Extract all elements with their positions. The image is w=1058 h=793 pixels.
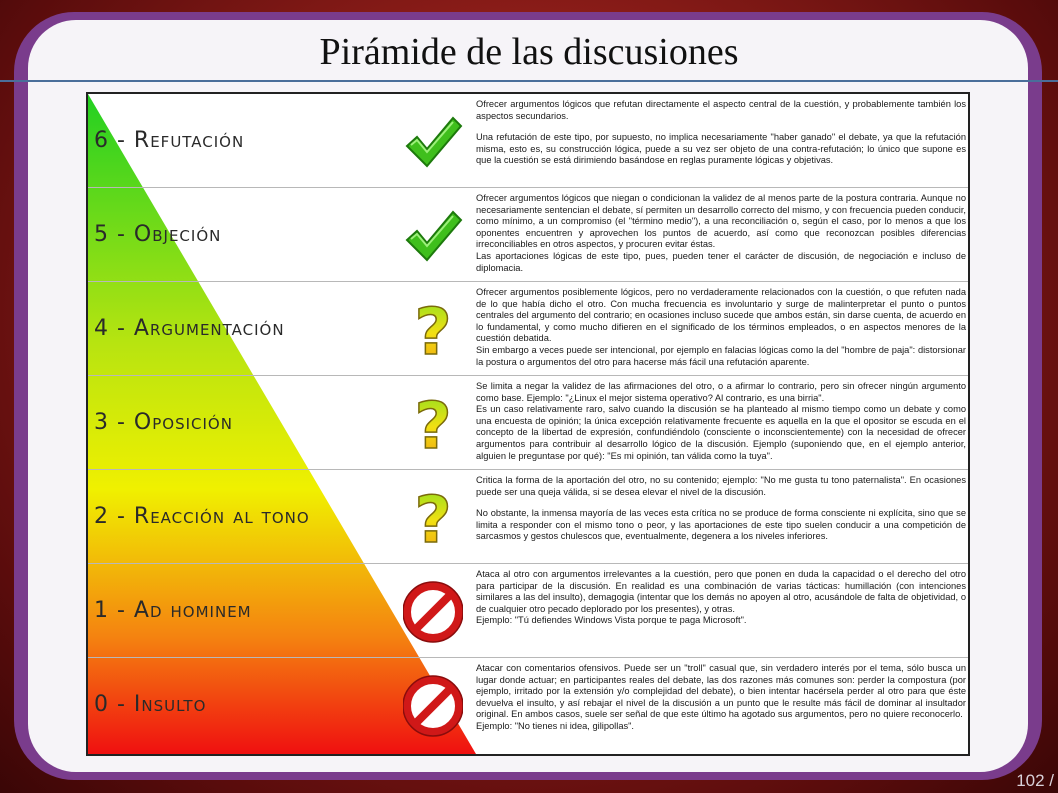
checkmark-icon bbox=[403, 204, 463, 268]
level-name: 4 - Argumentación bbox=[94, 316, 285, 341]
prohibited-icon bbox=[403, 580, 463, 644]
level-paragraph: Ejemplo: "Tú defiendes Windows Vista porque te paga Microsoft". bbox=[476, 615, 747, 626]
slide-title: Pirámide de las discusiones bbox=[319, 31, 739, 73]
level-description bbox=[476, 287, 966, 368]
level-paragraph: Las aportaciones lógicas de este tipo, pues, pueden tener el carácter de discusión, de negociación e incluso de diplomacia. bbox=[476, 250, 966, 273]
discussion-pyramid-figure bbox=[86, 92, 970, 756]
level-paragraph: No obstante, la inmensa mayoría de las veces esta crítica no se produce de forma consciente ni explícita, sino que se limita a responder con el mismo tono o peor, y las aportaciones de este tipo suelen conducir a una competición de sarcasmos y gestos chulescos que, eventualmente, degenera a los niveles inferiores. bbox=[476, 508, 966, 542]
level-paragraph: Es un caso relativamente raro, salvo cuando la discusión se ha planteado al mismo tiempo como un debate y como una encuesta de opinión; la única excepción relativamente frecuente es aquella en la que el opositor se escuda en el concepto de la libertad de expresión, confundiéndolo (consciente o inconscientemente) con la necesidad de ofrecer argumentos para contribuir al desarrollo lógico de la discusión. Ejemplo (suponiendo que, en el ejemplo anterior, alguien le preguntase por qué): "Es mi opinión, tan válida como la tuya". bbox=[476, 404, 966, 461]
title-rule bbox=[0, 80, 1058, 82]
level-description bbox=[476, 99, 966, 167]
level-paragraph: Ofrecer argumentos lógicos que niegan o condicionan la validez de al menos parte de la postura contraria. Aunque no necesariamente sentencian el debate, sí permiten un desarrollo correcto del mismo, y con frecuencia pueden conducir, como mínimo, a un compromiso (el "término medio"), a una reconciliación o, según el caso, por lo menos a que los oponentes encuentren y aprovechen los puntos de acuerdo, así como que reconozcan posibles diferencias irreconciliables en otros aspectos, y procuren evitar éstas. bbox=[476, 193, 966, 250]
level-paragraph: Ataca al otro con argumentos irrelevantes a la cuestión, pero que ponen en duda la capacidad o el derecho del otro para participar de la discusión. En realidad es una combinación de varias tácticas: humillación (con intenciones similares a las del insulto), demagogia (intentar que los demás no apoyen al otro, acusándole de falta de objetividad, o de cualquier otro pecado deplorado por los presentes), y otras. bbox=[476, 569, 966, 614]
pyramid-level bbox=[88, 564, 968, 658]
level-name: 2 - Reacción al tono bbox=[94, 504, 310, 529]
level-paragraph: Una refutación de este tipo, por supuesto, no implica necesariamente "haber ganado" el debate, ya que la refutación misma, esto es, su construcción lógica, puede a su vez ser objeto de una contra-refutación; lo único que supone es que la cuestión se está dirimiendo basándose en reglas puramente lógicas y objetivas. bbox=[476, 132, 966, 166]
pyramid-level bbox=[88, 94, 968, 188]
level-name: 0 - Insulto bbox=[94, 692, 207, 717]
level-name: 3 - Oposición bbox=[94, 410, 233, 435]
question-mark-icon bbox=[403, 298, 463, 362]
level-description bbox=[476, 569, 966, 627]
pyramid-level bbox=[88, 658, 968, 752]
question-mark-icon bbox=[403, 392, 463, 456]
pyramid-level bbox=[88, 188, 968, 282]
level-description bbox=[476, 663, 966, 733]
level-description bbox=[476, 193, 966, 274]
level-paragraph: Critica la forma de la aportación del otro, no su contenido; ejemplo: "No me gusta tu tono paternalista". En ocasiones puede ser una queja válida, si se desea elevar el nivel de la discusión. bbox=[476, 475, 966, 497]
page-number: 102 / bbox=[1016, 771, 1054, 790]
prohibited-icon bbox=[403, 674, 463, 738]
level-name: 6 - Refutación bbox=[94, 128, 245, 153]
level-paragraph: Se limita a negar la validez de las afirmaciones del otro, o a afirmar lo contrario, pero sin ofrecer ningún argumento como base. Ejemplo: "¿Linux el mejor sistema operativo? Al contrario, es una birria". bbox=[476, 381, 966, 403]
pyramid-level bbox=[88, 376, 968, 470]
level-paragraph: Ofrecer argumentos lógicos que refutan directamente el aspecto central de la cuestión, y probablemente también los aspectos secundarios. bbox=[476, 99, 966, 121]
level-description bbox=[476, 381, 966, 462]
level-paragraph: Sin embargo a veces puede ser intencional, por ejemplo en falacias lógicas como la del "hombre de paja": distorsionar la postura o argumentos del otro para hacerse más fácil una refutación aparente. bbox=[476, 344, 966, 367]
level-name: 1 - Ad hominem bbox=[94, 598, 252, 623]
level-name: 5 - Objeción bbox=[94, 222, 222, 247]
level-description bbox=[476, 475, 966, 543]
level-paragraph: Ejemplo: "No tienes ni idea, gilipollas". bbox=[476, 720, 635, 731]
pyramid-level bbox=[88, 282, 968, 376]
pyramid-level bbox=[88, 470, 968, 564]
svg-text:?: ? bbox=[414, 298, 452, 362]
question-mark-icon bbox=[403, 486, 463, 550]
svg-text:?: ? bbox=[414, 486, 452, 550]
svg-text:?: ? bbox=[414, 392, 452, 456]
checkmark-icon bbox=[403, 110, 463, 174]
level-paragraph: Atacar con comentarios ofensivos. Puede ser un "troll" casual que, sin verdadero interés por el tema, sólo busca un lugar donde actuar; en participantes reales del debate, las dos razones más comunes son: perder la compostura (por ejemplo, irritado por la extensión y/o complejidad del debate), o bien intentar hacérsela perder al otro para que éste devuelva el insulto, y así rebajar el nivel de la discusión a un punto que le resulte más fácil de dominar al insultador original. En ambos casos, suele ser señal de que este último ha agotado sus argumentos, pero no quiere reconocerlo. bbox=[476, 663, 966, 720]
level-paragraph: Ofrecer argumentos posiblemente lógicos, pero no verdaderamente relacionados con la cuestión, o que refuten nada de lo que había dicho el otro. Con mucha frecuencia es involuntario y surge de malinterpretar el punto o puntos centrales del argumento del contrario; en ocasiones incluso sucede que ambos están, sin darse cuenta, de acuerdo en lo fundamental, y como mucho difieren en el significado de los términos empleados, o en aspectos menores de la cuestión debatida. bbox=[476, 287, 966, 344]
